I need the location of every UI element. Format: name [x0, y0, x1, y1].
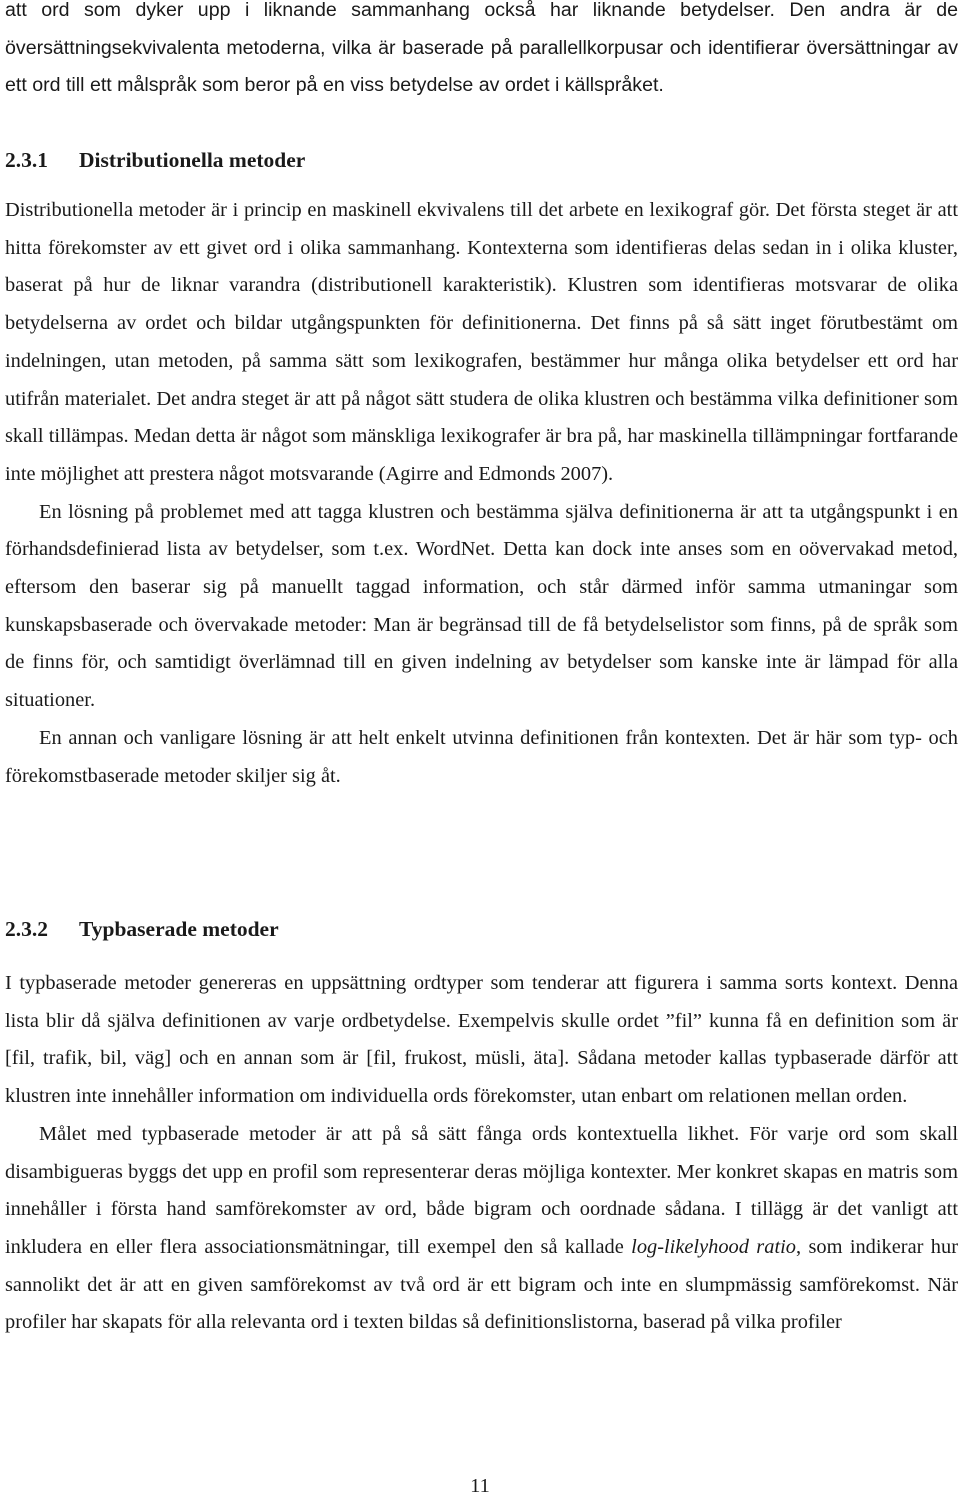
italic-term: log-likelyhood ratio: [631, 1235, 796, 1258]
section-heading-2-3-1: [5, 145, 305, 175]
top-paragraph-text: att ord som dyker upp i liknande sammanhang också har liknande betydelser. Den andra är de översättningsekvivalenta metoderna, vilka är baserade på parallellkorpusar och identifierar översättningar av ett ord till ett målspråk som beror på en viss betydelse av ordet i källspråket.: [5, 0, 958, 97]
section-title: Distributionella metoder: [79, 148, 306, 172]
section-number: 2.3.1: [5, 148, 48, 172]
paragraph: I typbaserade metoder genereras en uppsättning ordtyper som tenderar att figurera i samma sorts kontext. Denna lista blir då själva definitionen av varje ordbetydelse. Exempelvis skulle ordet ”fil” kunna få en definition som är [fil, trafik, bil, väg] och en annan som är [fil, frukost, müsli, äta]. Sådana metoder kallas typbaserade därför att klustren inte innehåller information om individuella ords förekomster, utan enbart om relationen mellan orden.: [5, 972, 958, 1108]
paragraph: Distributionella metoder är i princip en maskinell ekvivalens till det arbete en lexikograf gör. Det första steget är att hitta förekomster av ett givet ord i olika sammanhang. Kontexterna som identifieras delas sedan in i olika kluster, baserat på hur de liknar varandra (distributionell karakteristik). Klustren som identifieras motsvarar de olika betydelserna av ordet och bildar utgångspunkten för definitionerna. Det finns på så sätt inget förutbestämt om indelningen, utan metoden, på samma sätt som lexikografen, bestämmer hur många olika betydelser ett ord har utifrån materialet. Det andra steget är att på något sätt studera de olika klustren och bestämma vilka definitioner som skall tillämpas. Medan detta är något som mänskliga lexikografer är bra på, har maskinella tillämpningar fortfarande inte möjlighet att prestera något motsvarande (Agirre and Edmonds 2007).: [5, 199, 958, 485]
paragraph: En lösning på problemet med att tagga klustren och bestämma själva definitionerna är att ta utgångspunkt i en förhandsdefinierad lista av betydelser, som t.ex. WordNet. Detta kan dock inte anses som en oövervakad metod, eftersom den baserar sig på manuellt taggad information, och står därmed inför samma utmaningar som kunskapsbaserade och övervakade metoder: Man är begränsad till de få betydelselistor som finns, på de språk som de finns för, och samtidigt överlämnad till en given indelning av betydelser som kanske inte är lämpad för alla situationer.: [5, 500, 958, 712]
paragraph: [5, 1116, 958, 1342]
paragraph-text: , som indikerar hur sannolikt det är att en given samförekomst av två ord är ett bigram och inte en slumpmässig samförekomst. När profiler har skapats för alla relevanta ord i texten bildas så definitionslistorna, baserad på vilka profiler: [5, 1235, 958, 1334]
top-paragraph: [5, 0, 958, 105]
section-2-3-2-body: [5, 965, 958, 1342]
section-heading-2-3-2: [5, 914, 279, 944]
page-number: 11: [470, 1475, 490, 1497]
section-title: Typbaserade metoder: [79, 917, 279, 941]
paragraph-text: Målet med typbaserade metoder är att på så sätt fånga ords kontextuella likhet. För varje ord som skall disambigueras byggs det upp en profil som representerar deras möjliga kontexter. Mer konkret skapas en matris som innehåller i första hand samförekomster av ord, både bigram och oordnade sådana. I tillägg är det vanligt att inkludera en eller flera associationsmätningar, till exempel den så kallade: [5, 1122, 958, 1258]
section-2-3-1-body: [5, 192, 958, 795]
section-number: 2.3.2: [5, 917, 48, 941]
paragraph: En annan och vanligare lösning är att helt enkelt utvinna definitionen från kontexten. Det är här som typ- och förekomstbaserade metoder skiljer sig åt.: [5, 726, 958, 787]
